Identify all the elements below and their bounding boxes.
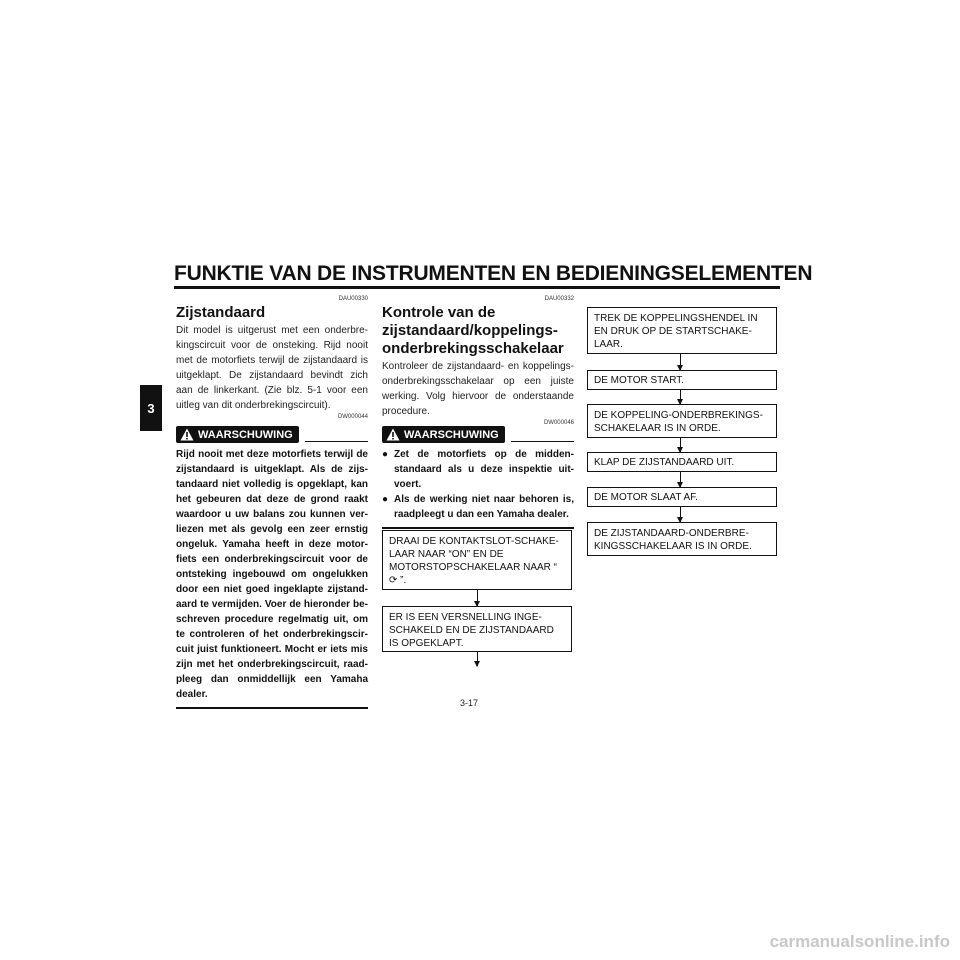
warning-label: WAARSCHUWING bbox=[198, 428, 293, 441]
warning-label: WAARSCHUWING bbox=[404, 428, 499, 441]
warning-code: DW000044 bbox=[337, 414, 368, 420]
header-rule bbox=[174, 286, 780, 289]
warning-header bbox=[382, 426, 574, 443]
flow-arrow-icon bbox=[680, 390, 681, 404]
warning-bullet bbox=[382, 492, 574, 522]
section-kontrole bbox=[382, 296, 574, 529]
warning-header-rule bbox=[305, 441, 368, 442]
bullet-text: Zet de motorfiets op de midden-standaard als u deze inspektie uit-voert. bbox=[394, 449, 574, 490]
flow-step-clutch-switch-ok: DE KOPPELING-ONDERBREKINGS-SCHAKELAAR IS IN ORDE. bbox=[587, 404, 777, 438]
warning-code: DW000046 bbox=[543, 420, 574, 426]
flow-arrow-icon bbox=[680, 507, 681, 522]
warning-end-rule bbox=[176, 707, 368, 709]
warning-text: Rijd nooit met deze motorfiets terwijl de zijstandaard is uitgeklapt. Als de zijs-tandaard niet volledig is opgeklapt, kan het gebeuren dat deze de grond raakt waardoor u uw balans zou kunnen ver-liezen met als gevolg een zeer ernstig ongeluk. Yamaha heeft in deze motor-fiets een onderbrekingscircuit voor de ontsteking ingebouwd om ongelukken door een niet goed ingeklapte zijstand-aard te vermijden. Voer de hieronder be-schreven procedure regelmatig uit, om te controleren of het onderbrekingscir-cuit juist funktioneert. Mocht er iets mis zijn met het onderbrekingscircuit, raad-pleeg dan onmiddellijk een Yamaha dealer. bbox=[176, 449, 368, 700]
section-heading bbox=[382, 304, 574, 358]
section-zijstandaard bbox=[176, 296, 368, 709]
section-heading: Zijstandaard bbox=[176, 304, 266, 321]
flow-step-unfold-stand: KLAP DE ZIJSTANDAARD UIT. bbox=[587, 452, 777, 472]
warning-bullet-list bbox=[382, 447, 574, 522]
section-body: Kontroleer de zijstandaard- en koppelings-onderbrekingsschakelaar op een juiste werking. Volg hiervoor de onderstaande procedure. bbox=[382, 361, 574, 417]
warning-badge bbox=[382, 426, 505, 443]
warning-triangle-icon bbox=[386, 428, 400, 441]
warning-header bbox=[176, 426, 368, 443]
warning-end-rule bbox=[382, 527, 574, 529]
flow-arrow-icon bbox=[477, 652, 478, 666]
heading-line: Kontrole van de bbox=[382, 304, 496, 321]
flow-step-stand-switch-ok: DE ZIJSTANDAARD-ONDERBRE-KINGSSCHAKELAAR IS IN ORDE. bbox=[587, 522, 777, 556]
flow-arrow-icon bbox=[680, 438, 681, 452]
flow-arrow-icon bbox=[477, 590, 478, 606]
page-header-title: FUNKTIE VAN DE INSTRUMENTEN EN BEDIENINGSELEMENTEN bbox=[174, 262, 813, 285]
warning-bullet bbox=[382, 447, 574, 492]
section-code: DAU00332 bbox=[544, 296, 574, 302]
bullet-icon: ● bbox=[382, 449, 389, 460]
heading-line: onderbrekingsschakelaar bbox=[382, 340, 564, 357]
bullet-text: Als de werking niet naar behoren is, raadpleegt u dan een Yamaha dealer. bbox=[394, 494, 574, 520]
heading-line: zijstandaard/koppelings- bbox=[382, 322, 558, 339]
flow-step-engine-start: DE MOTOR START. bbox=[587, 370, 777, 390]
flow-step-engine-stops: DE MOTOR SLAAT AF. bbox=[587, 487, 777, 507]
bullet-icon: ● bbox=[382, 494, 389, 505]
watermark: carmanualsonline.info bbox=[769, 932, 950, 951]
section-code: DAU00330 bbox=[338, 296, 368, 302]
flow-step-ignition: DRAAI DE KONTAKTSLOT-SCHAKE-LAAR NAAR “ON” EN DE MOTORSTOPSCHAKELAAR NAAR “ ⟳ ”. bbox=[382, 530, 572, 590]
section-body: Dit model is uitgerust met een onderbre-kingscircuit voor de onsteking. Rijd nooit met de motorfiets terwijl de zijstandaard is uitgeklapt. De zijstandaard bevindt zich aan de linkerkant. (Zie blz. 5-1 voor een uitleg van dit onderbrekingscircuit). bbox=[176, 325, 368, 411]
chapter-tab: 3 bbox=[140, 385, 162, 431]
warning-triangle-icon bbox=[180, 428, 194, 441]
page-number: 3-17 bbox=[460, 698, 479, 708]
flow-arrow-icon bbox=[680, 354, 681, 370]
warning-badge bbox=[176, 426, 299, 443]
warning-header-rule bbox=[511, 441, 574, 442]
flow-arrow-icon bbox=[680, 472, 681, 487]
flow-step-gear: ER IS EEN VERSNELLING INGE-SCHAKELD EN DE ZIJSTANDAARD IS OPGEKLAPT. bbox=[382, 606, 572, 652]
flow-step-clutch: TREK DE KOPPELINGSHENDEL IN EN DRUK OP DE STARTSCHAKE-LAAR. bbox=[587, 307, 777, 354]
